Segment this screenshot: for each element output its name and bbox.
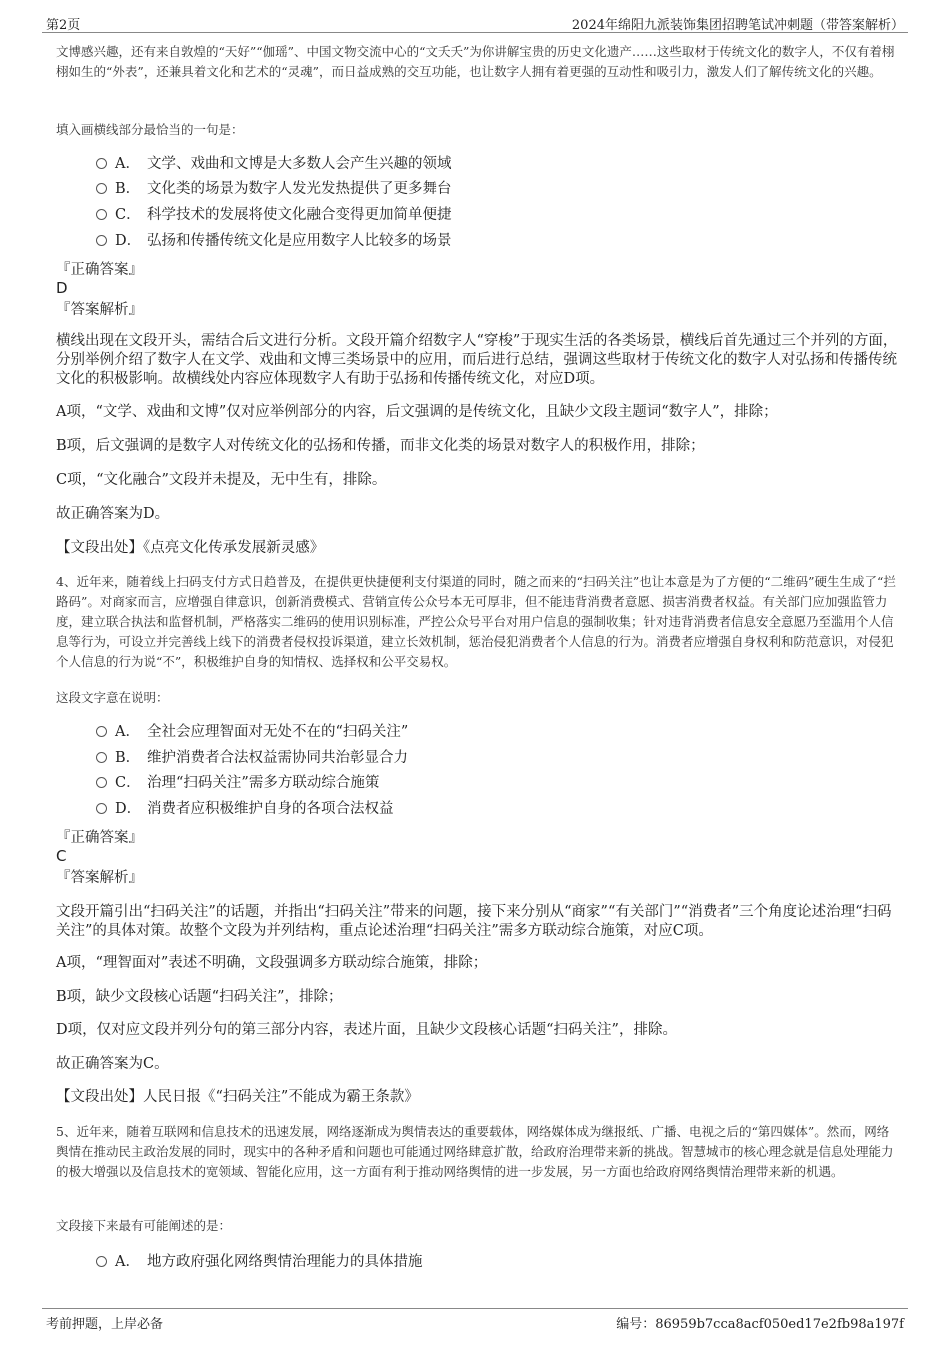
q3-prompt: 填入画横线部分最恰当的一句是：	[56, 122, 244, 137]
radio-icon[interactable]	[96, 183, 107, 194]
q3-analysis-p3: B项，后文强调的是数字人对传统文化的弘扬和传播，而非文化类的场景对数字人的积极作用，排除；	[56, 438, 705, 454]
q3-correct-answer: D	[56, 279, 68, 297]
page-footer	[42, 1308, 908, 1331]
radio-icon[interactable]	[96, 209, 107, 220]
q5-option-a[interactable]: A． 地方政府强化网络舆情治理能力的具体措施	[96, 1252, 423, 1272]
q3-option-b[interactable]: B． 文化类的场景为数字人发光发热提供了更多舞台	[96, 179, 452, 199]
q5-stem: 5、近年来，随着互联网和信息技术的迅速发展，网络逐渐成为舆情表达的重要载体，网络媒体成为继报纸、广播、电视之后的“第四媒体”。然而，网络舆情在推动民主政治发展的同时，现实中的各种矛盾和问题也可能通过网络肆意扩散，给政府治理带来新的挑战。智慧城市的核心理念就是信息处理能力的极大增强以及信息技术的宽领域、智能化应用，这一方面有利于推动网络舆情的进一步发展，另一方面也给政府网络舆情治理带来新的机遇。	[56, 1124, 894, 1179]
q3-analysis-label: 『答案解析』	[56, 302, 143, 318]
q3-analysis-p1: 横线出现在文段开头，需结合后文进行分析。文段开篇介绍数字人“穿梭”于现实生活的各类场景，横线后首先通过三个并列的方面，分别举例介绍了数字人在文学、戏曲和文博三类场景中的应用，而后进行总结，强调这些取材于传统文化的数字人对弘扬和传播传统文化的积极影响。故横线处内容应体现数字人有助于弘扬和传播传统文化，对应D项。	[56, 333, 898, 387]
q4-analysis-p5: 故正确答案为C。	[56, 1056, 169, 1072]
q4-stem: 4、近年来，随着线上扫码支付方式日趋普及，在提供更快捷便利支付渠道的同时，随之而来的“扫码关注”也让本意是为了方便的“二维码”硬生生成了“拦路码”。对商家而言，应增强自律意识，创新消费模式、营销宣传公众号本无可厚非，但不能违背消费者意愿、损害消费者权益。有关部门应加强监管力度，建立联合执法和监督机制，严格落实二维码的使用识别标准，严控公众号平台对用户信息的强制收集；针对违背消费者信息安全意愿乃至滥用个人信息等行为，可设立并完善线上线下的消费者侵权投诉渠道，建立长效机制，惩治侵犯消费者个人信息的行为。消费者应增强自身权利和防范意识，对侵犯个人信息的行为说“不”，积极维护自身的知情权、选择权和公平交易权。	[56, 574, 896, 669]
radio-icon[interactable]	[96, 726, 107, 737]
radio-icon[interactable]	[96, 777, 107, 788]
q4-option-c[interactable]: C． 治理“扫码关注”需多方联动综合施策	[96, 773, 379, 793]
document-title: 2024年绵阳九派装饰集团招聘笔试冲刺题（带答案解析）	[571, 18, 904, 33]
q4-source: 【文段出处】人民日报《“扫码关注”不能成为霸王条款》	[56, 1089, 419, 1105]
q4-prompt: 这段文字意在说明：	[56, 690, 169, 705]
q3-passage: 文博感兴趣，还有来自敦煌的“天好”“伽瑶”、中国文物交流中心的“文夭夭”为你讲解宝贵的历史文化遗产……这些取材于传统文化的数字人，不仅有着栩栩如生的“外表”，还兼具着文化和艺术的“灵魂”，而日益成熟的交互功能，也让数字人拥有着更强的互动性和吸引力，激发人们了解传统文化的兴趣。	[56, 44, 895, 79]
page-number: 第2页	[46, 18, 81, 33]
q4-correct-answer: C	[56, 847, 67, 865]
q4-option-d[interactable]: D． 消费者应积极维护自身的各项合法权益	[96, 799, 394, 819]
radio-icon[interactable]	[96, 803, 107, 814]
q4-analysis-label: 『答案解析』	[56, 870, 143, 886]
q4-analysis-p4: D项，仅对应文段并列分句的第三部分内容，表述片面，且缺少文段核心话题“扫码关注”，排除。	[56, 1022, 677, 1038]
q4-correct-label: 『正确答案』	[56, 830, 143, 846]
q3-correct-label: 『正确答案』	[56, 262, 143, 278]
q5-prompt: 文段接下来最有可能阐述的是：	[56, 1218, 232, 1233]
q3-source: 【文段出处】《点亮文化传承发展新灵感》	[56, 540, 325, 556]
document-id: 编号：86959b7cca8acf050ed17e2fb98a197f	[616, 1317, 904, 1332]
footer-slogan: 考前押题，上岸必备	[46, 1317, 164, 1332]
q4-analysis-p1: 文段开篇引出“扫码关注”的话题，并指出“扫码关注”带来的问题，接下来分别从“商家”“有关部门”“消费者”三个角度论述治理“扫码关注”的具体对策。故整个文段为并列结构，重点论述治理“扫码关注”需多方联动综合施策，对应C项。	[56, 904, 892, 939]
q3-analysis-p2: A项，“文学、戏曲和文博”仅对应举例部分的内容，后文强调的是传统文化，且缺少文段主题词“数字人”，排除；	[56, 404, 778, 420]
radio-icon[interactable]	[96, 158, 107, 169]
q3-option-a[interactable]: A． 文学、戏曲和文博是大多数人会产生兴趣的领域	[96, 154, 452, 174]
page-header	[42, 10, 908, 33]
q4-analysis-p3: B项，缺少文段核心话题“扫码关注”，排除；	[56, 989, 343, 1005]
q4-analysis-p2: A项，“理智面对”表述不明确，文段强调多方联动综合施策，排除；	[56, 955, 488, 971]
radio-icon[interactable]	[96, 1256, 107, 1267]
radio-icon[interactable]	[96, 752, 107, 763]
radio-icon[interactable]	[96, 235, 107, 246]
q3-analysis-p5: 故正确答案为D。	[56, 506, 170, 522]
q3-option-c[interactable]: C． 科学技术的发展将使文化融合变得更加简单便捷	[96, 205, 452, 225]
q4-option-a[interactable]: A． 全社会应理智面对无处不在的“扫码关注”	[96, 722, 408, 742]
q3-analysis-p4: C项，“文化融合”文段并未提及，无中生有，排除。	[56, 472, 387, 488]
q4-option-b[interactable]: B． 维护消费者合法权益需协同共治彰显合力	[96, 748, 408, 768]
q3-option-d[interactable]: D． 弘扬和传播传统文化是应用数字人比较多的场景	[96, 231, 452, 251]
